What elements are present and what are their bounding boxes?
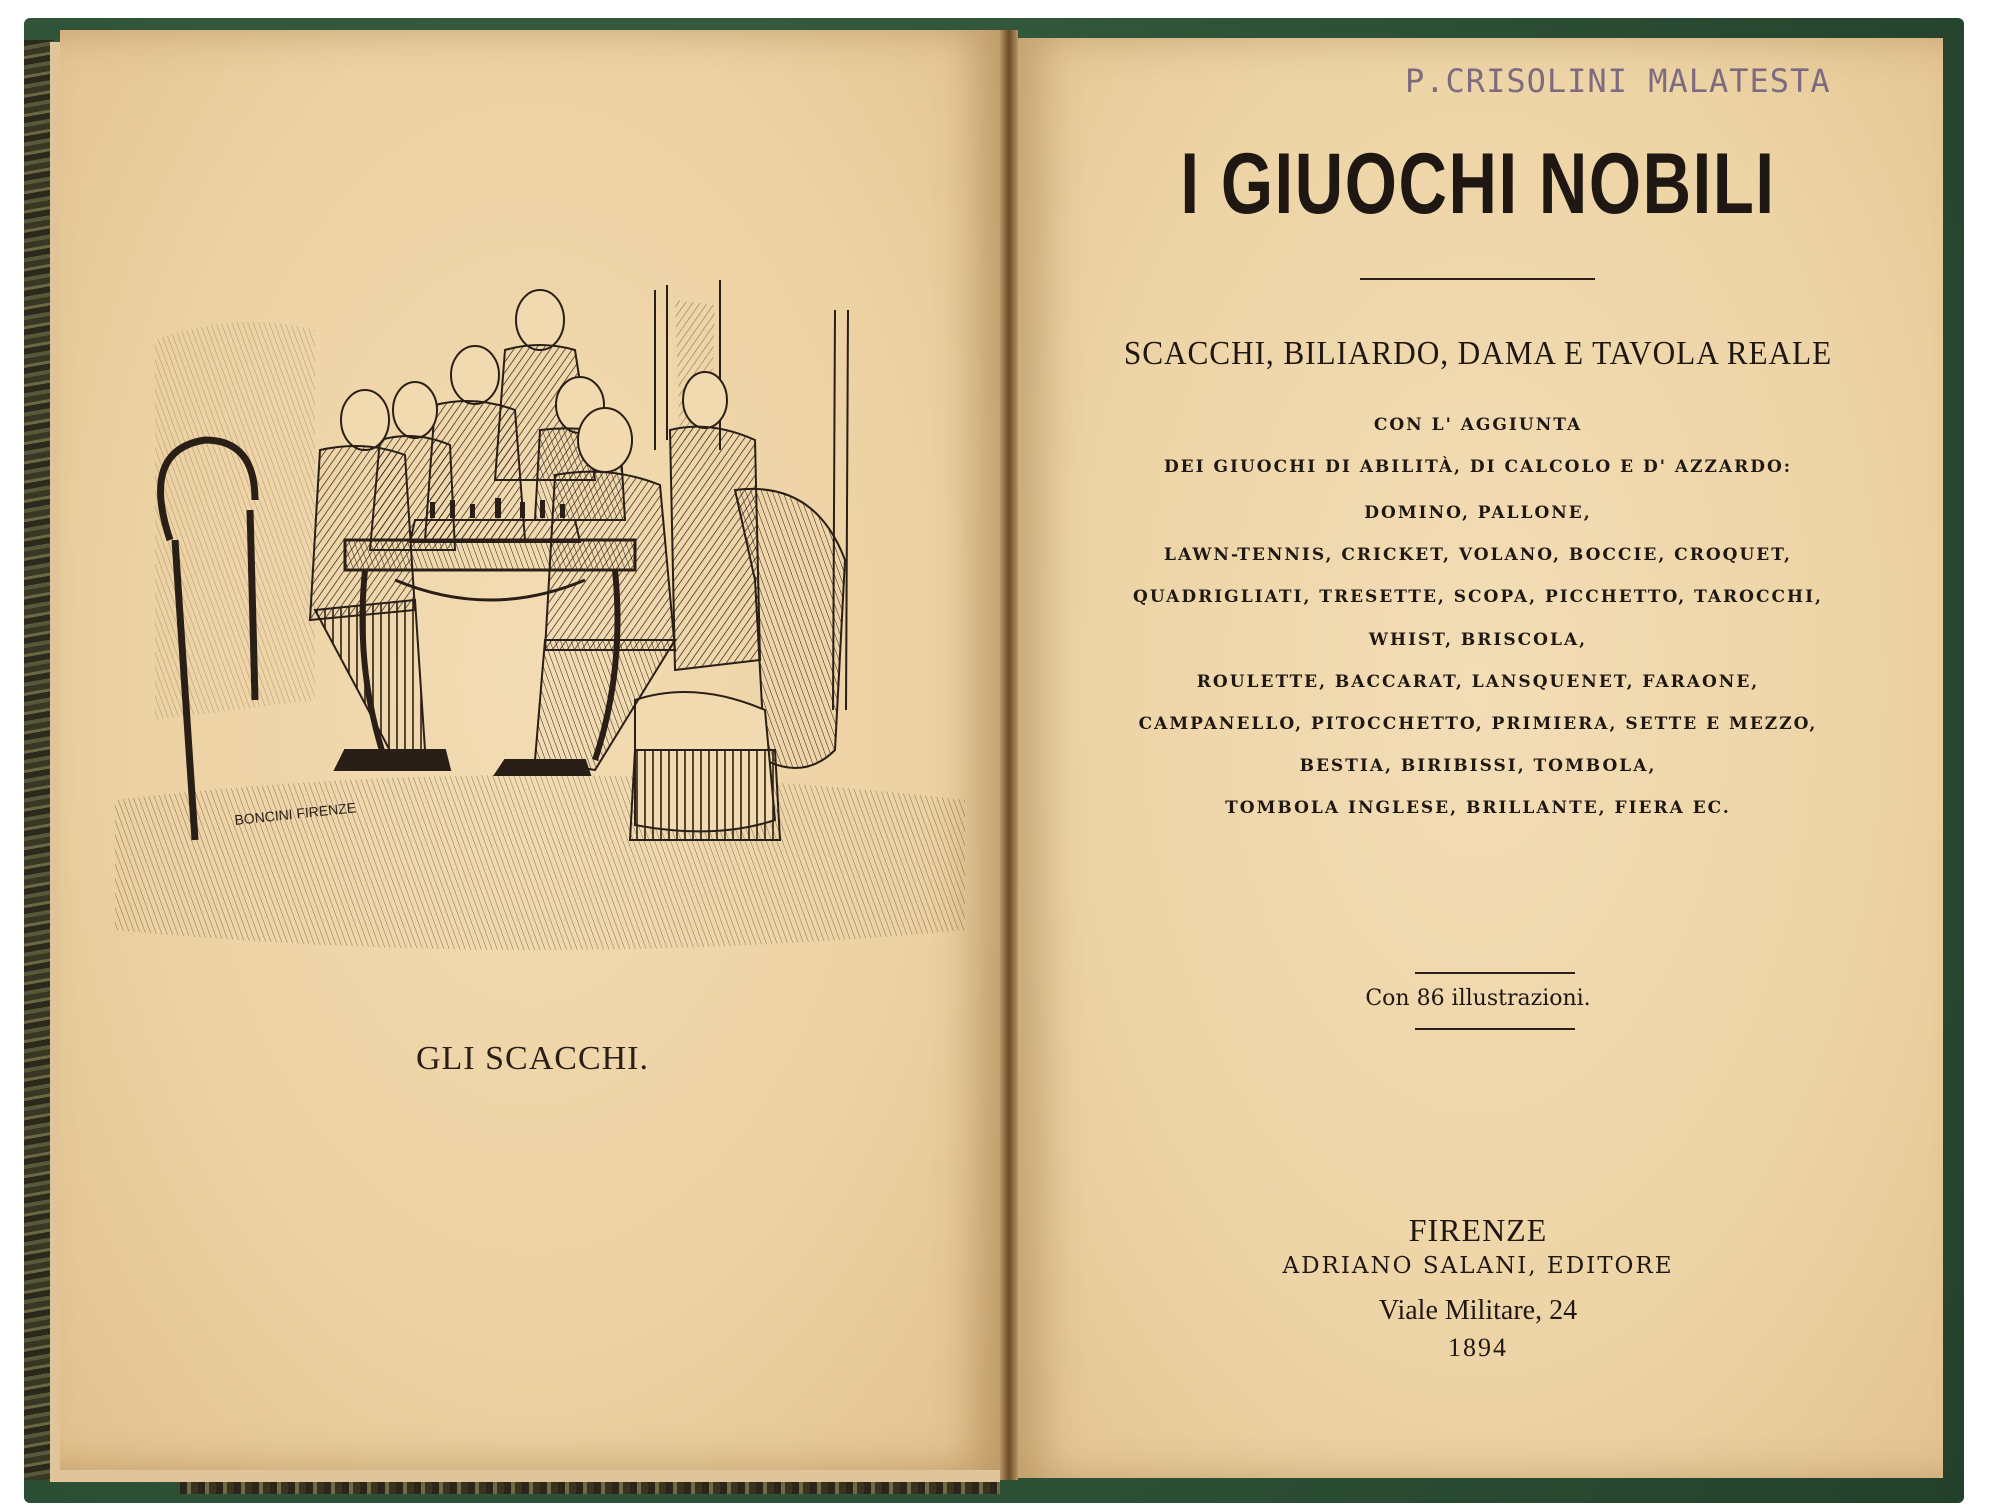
contents-line: DEI GIUOCHI DI ABILITÀ, DI CALCOLO E D' AZZARDO: (1163, 457, 1793, 477)
contents-line: BESTIA, BIRIBISSI, TOMBOLA, (1299, 756, 1657, 776)
illustrations-rule-top (1415, 972, 1575, 974)
title-rule (1360, 278, 1595, 280)
imprint-publisher: ADRIANO SALANI, EDITORE (1282, 1253, 1674, 1279)
contents-line: LAWN-TENNIS, CRICKET, VOLANO, BOCCIE, CROQUET, (1164, 545, 1792, 565)
imprint-address: Viale Militare, 24 (1378, 1295, 1578, 1326)
owner-stamp: P.CRISOLINI MALATESTA (1405, 62, 1831, 100)
book-title: I GIUOCHI NOBILI (1180, 136, 1776, 232)
illustration-caption: GLI SCACCHI. (415, 1040, 650, 1077)
contents-line: CON L' AGGIUNTA (1373, 415, 1583, 435)
contents-line: WHIST, BRISCOLA, (1368, 630, 1588, 650)
book-subtitle: SCACCHI, BILIARDO, DAMA E TAVOLA REALE (1123, 335, 1833, 372)
contents-line: ROULETTE, BACCARAT, LANSQUENET, FARAONE, (1196, 672, 1760, 692)
engraving-signature: BONCINI FIRENZE (233, 799, 357, 828)
imprint-city: FIRENZE (1408, 1212, 1548, 1248)
contents-line: DOMINO, PALLONE, (1364, 503, 1592, 523)
imprint-year: 1894 (1448, 1333, 1508, 1362)
contents-line: QUADRIGLIATI, TRESETTE, SCOPA, PICCHETTO, TAROCCHI, (1133, 587, 1823, 607)
illustrations-rule-bottom (1415, 1028, 1575, 1030)
contents-line: CAMPANELLO, PITOCCHETTO, PRIMIERA, SETTE E MEZZO, (1138, 714, 1818, 734)
chess-players-engraving (115, 280, 965, 950)
contents-line: TOMBOLA INGLESE, BRILLANTE, FIERA EC. (1225, 798, 1731, 818)
illustrations-note: Con 86 illustrazioni. (1365, 986, 1591, 1011)
